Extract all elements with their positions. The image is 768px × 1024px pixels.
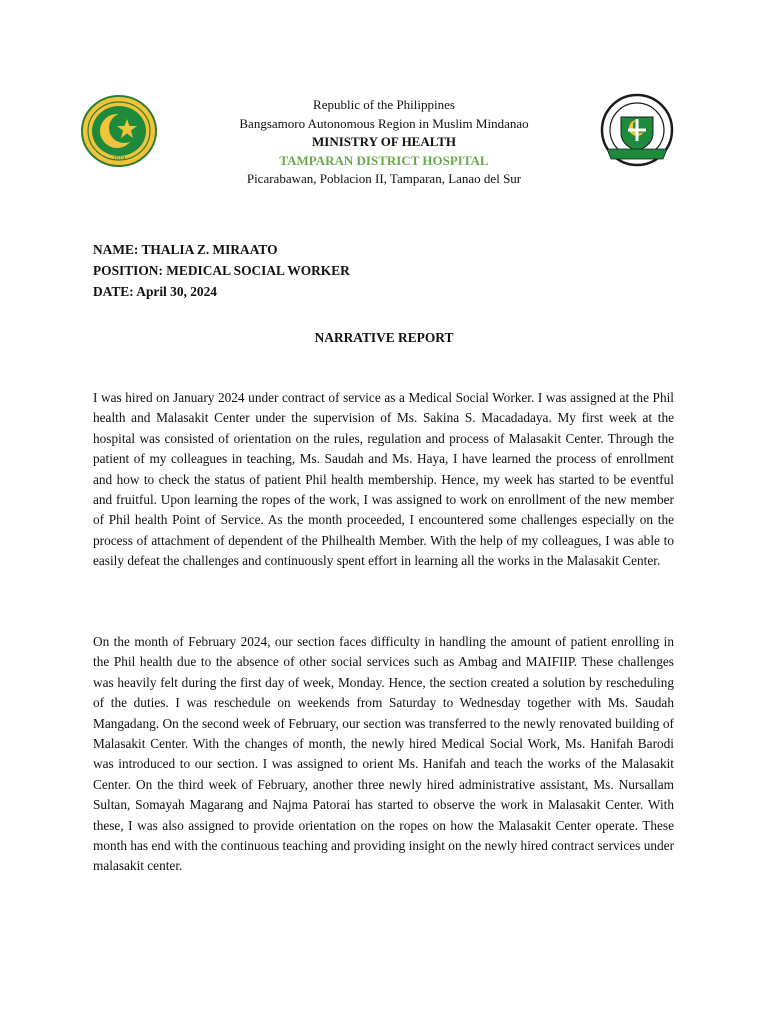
letterhead-region: Bangsamoro Autonomous Region in Muslim Mindanao — [239, 115, 529, 131]
letterhead-address: Picarabawan, Poblacion II, Tamparan, Lanao del Sur — [246, 171, 522, 186]
employee-position: POSITION: MEDICAL SOCIAL WORKER — [93, 263, 350, 278]
letterhead-ministry: MINISTRY OF HEALTH — [311, 134, 456, 149]
letterhead — [180, 96, 588, 189]
report-title: NARRATIVE REPORT — [314, 330, 454, 345]
employee-name: NAME: THALIA Z. MIRAATO — [93, 242, 278, 257]
letterhead-hospital: TAMPARAN DISTRICT HOSPITAL — [279, 152, 489, 168]
letterhead-country: Republic of the Philippines — [313, 97, 455, 112]
report-date: DATE: April 30, 2024 — [93, 284, 217, 299]
ministry-of-health-seal-icon — [599, 93, 675, 171]
employee-info — [93, 239, 350, 302]
svg-text:2019: 2019 — [112, 156, 126, 162]
report-paragraph-february: On the month of February 2024, our section faces difficulty in handling the amount of patient enrolling in the Phil health due to the absence of other social services such as Ambag and MAIFIIP. These challenges was heavily felt during the first day of week, Monday. Hence, the section created a solution by rescheduling of the duties. I was reschedule on weekends from Saturday to Wednesday together with Ms. Saudah Mangadang. On the second week of February, our section was transferred to the newly renovated building of Malasakit Center. With the changes of month, the newly hired Medical Social Work, Ms. Hanifah Barodi was introduced to our section. I was assigned to orient Ms. Hanifah and teach the works of the Malasakit Center. On the third week of February, another three newly hired administrative assistant, Ms. Nursallam Sultan, Somayah Magarang and Najma Patorai has started to observe the work in Malasakit Center. With these, I was also assigned to provide orientation on the ropes on how the Malasakit Center operate. These month has end with the continuous teaching and providing insight on the newly hired contract services under malasakit center. — [93, 634, 674, 874]
report-paragraph-january: I was hired on January 2024 under contract of service as a Medical Social Worker. I was assigned at the Phil health and Malasakit Center under the supervision of Ms. Sakina S. Macadadaya. My first week at the hospital was consisted of orientation on the rules, regulation and process of Malasakit Center. Through the patient of my colleagues in teaching, Ms. Saudah and Ms. Haya, I have learned the process of enrollment and how to check the status of patient Phil health membership. Hence, my week has started to be eventful and fruitful. Upon learning the ropes of the work, I was assigned to work on enrollment of the new member of Phil health Point of Service. As the month proceeded, I encountered some challenges especially on the process of attachment of dependent of the Philhealth Member. With the help of my colleagues, I was able to easily defeat the challenges and continuously spent effort in learning all the works in the Malasakit Center. — [93, 390, 674, 569]
bangsamoro-seal-icon — [80, 94, 158, 168]
